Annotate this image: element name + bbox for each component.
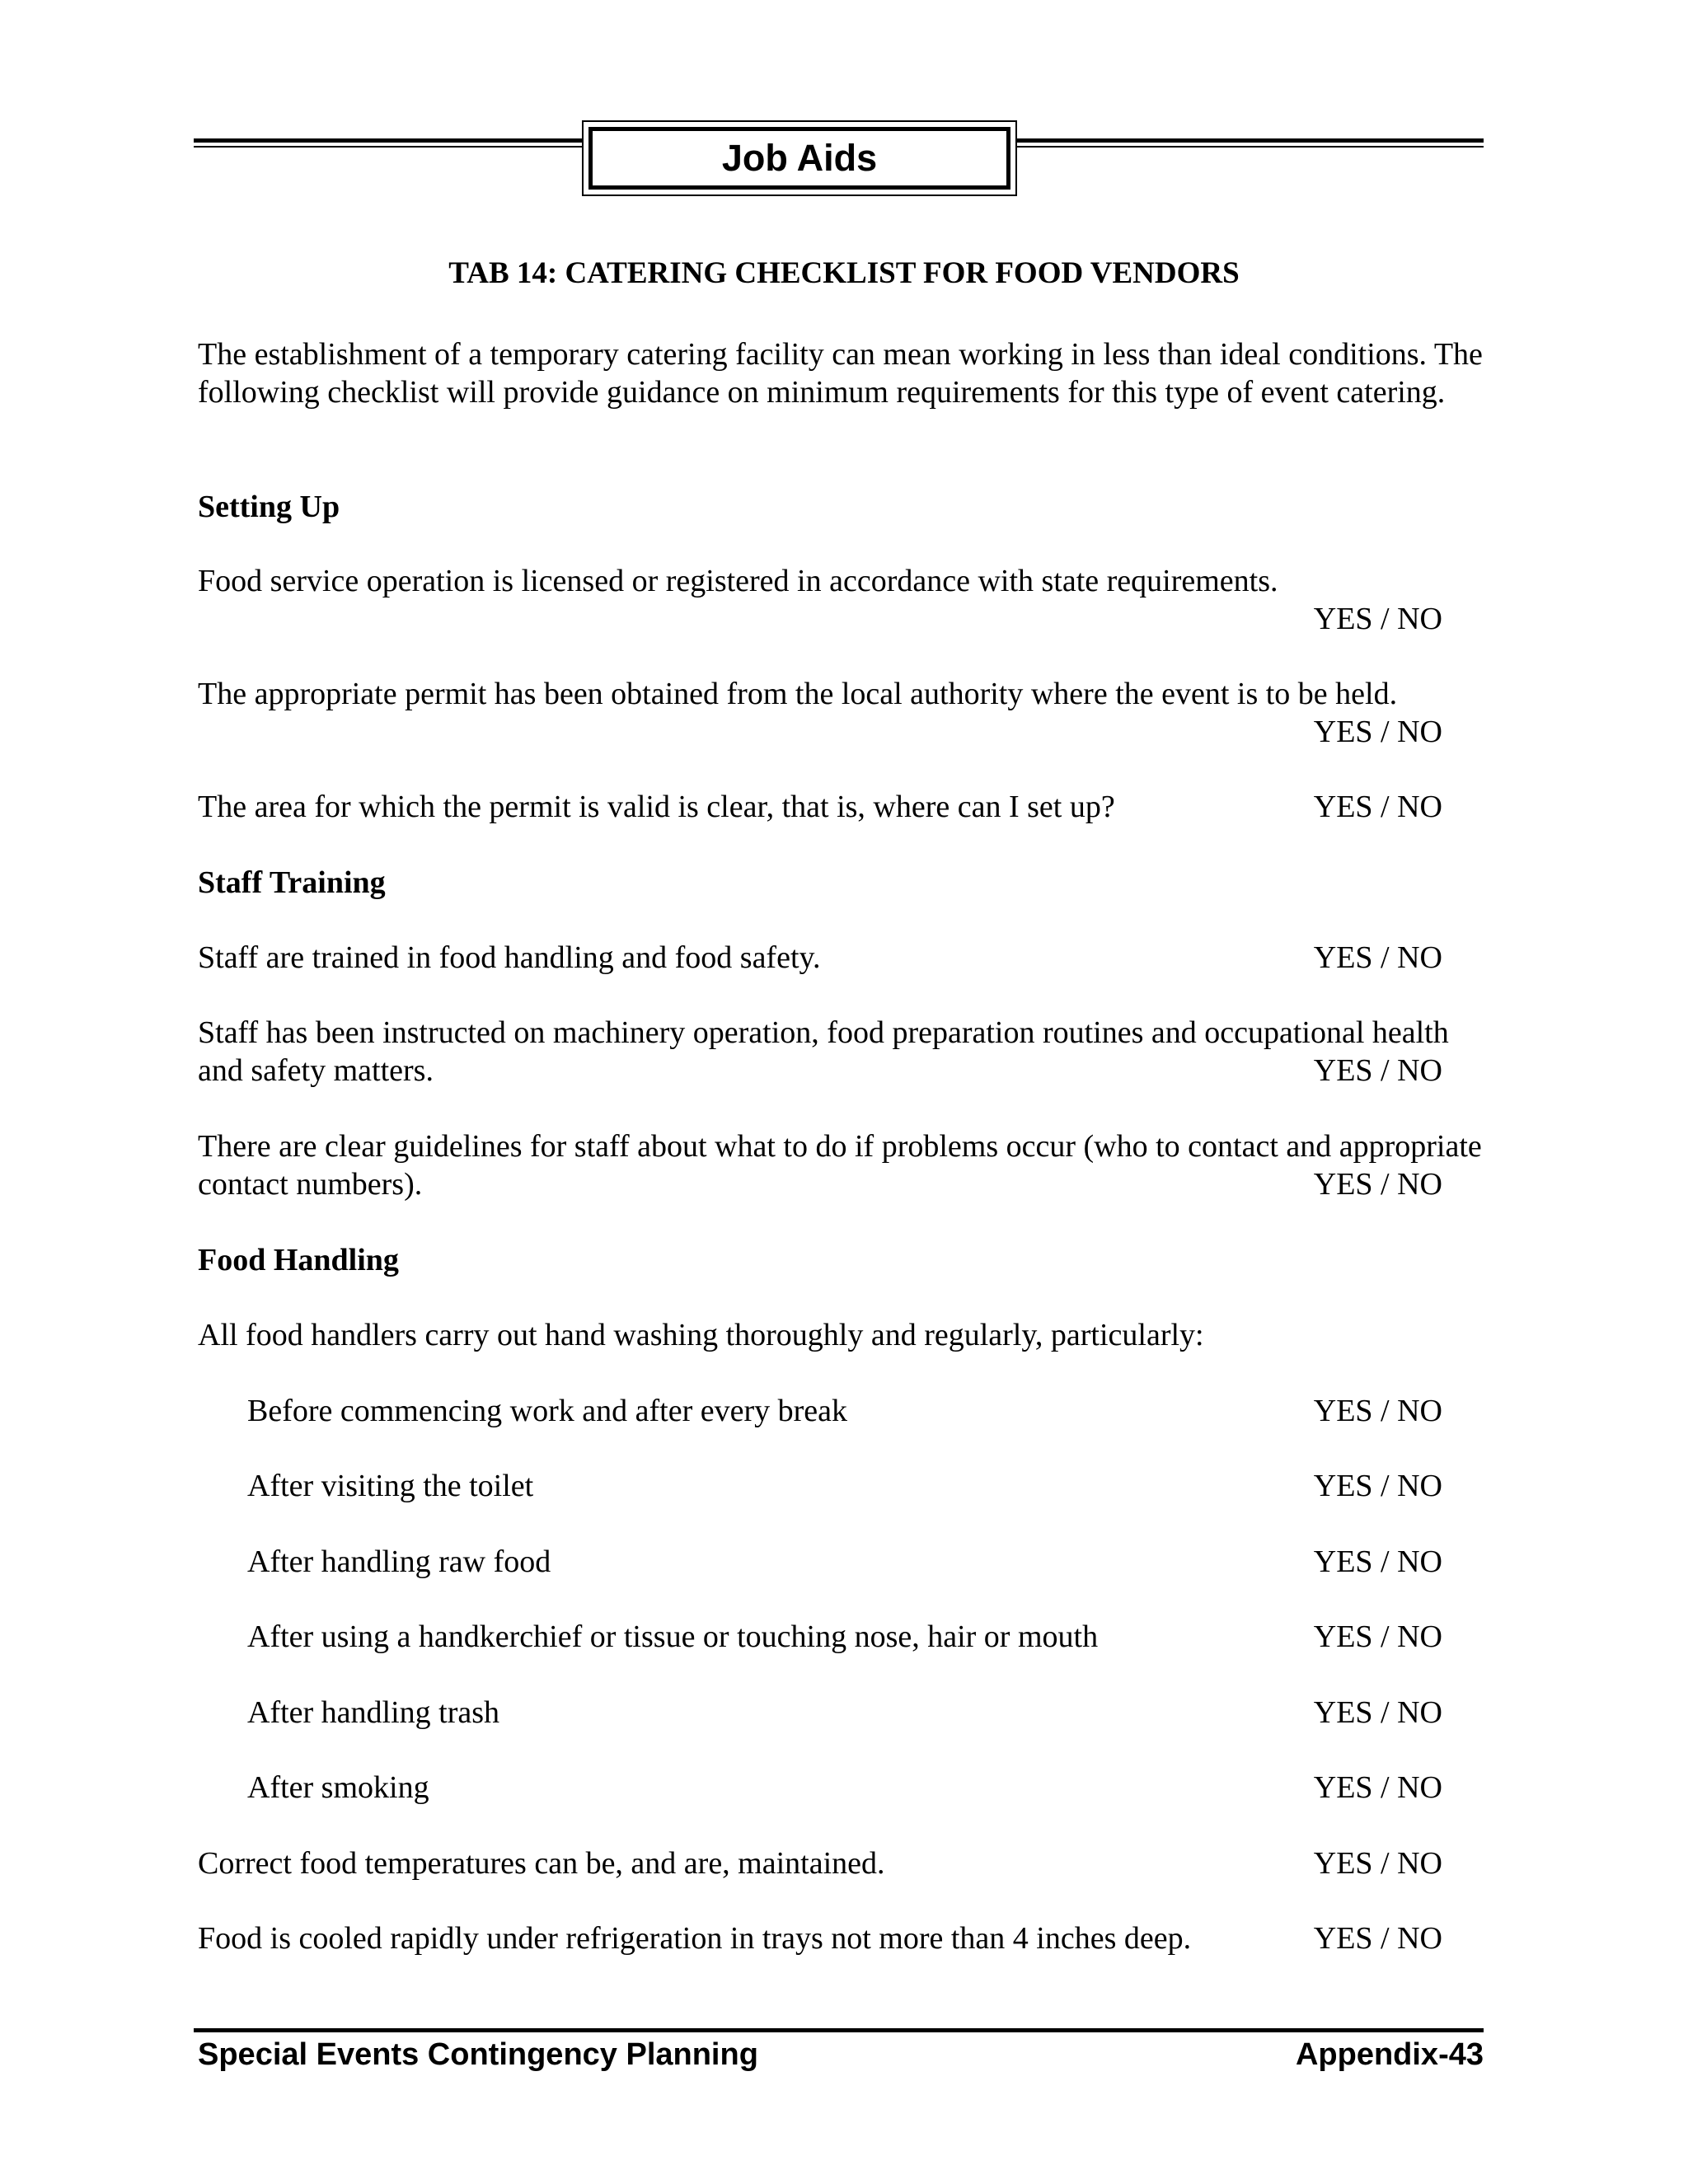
yes-no-option[interactable]: YES / NO: [1313, 1469, 1442, 1503]
checklist-item: Staff are trained in food handling and food safety. YES / NO: [198, 940, 1442, 975]
yes-no-option[interactable]: YES / NO: [1313, 1053, 1442, 1088]
intro-paragraph: The establishment of a temporary catering facility can mean working in less than ideal conditions. The following checklist will provide guidance on minimum requirements for this type of event catering.: [198, 337, 1483, 410]
yes-no-option[interactable]: YES / NO: [1313, 1921, 1442, 1956]
checklist-item: There are clear guidelines for staff about what to do if problems occur (who to contact and appropriate contact numbers). YES / NO: [198, 1129, 1482, 1202]
checklist-item: Staff has been instructed on machinery operation, food preparation routines and occupational health and safety matters. YES / NO: [198, 1015, 1449, 1088]
checklist-item: Food is cooled rapidly under refrigeration in trays not more than 4 inches deep. YES / NO: [198, 1921, 1442, 1956]
yes-no-option[interactable]: YES / NO: [1313, 602, 1442, 636]
yes-no-option[interactable]: YES / NO: [1313, 1167, 1442, 1202]
checklist-subitem: After visiting the toilet YES / NO: [247, 1469, 1442, 1503]
yes-no-option[interactable]: YES / NO: [1313, 1394, 1442, 1428]
header-box: [582, 120, 1017, 196]
section-heading-staff-training: Staff Training: [198, 865, 386, 900]
document-title: TAB 14: CATERING CHECKLIST FOR FOOD VENDORS: [448, 256, 1240, 290]
page-number: Appendix-43: [1295, 2037, 1484, 2072]
yes-no-option[interactable]: YES / NO: [1313, 790, 1442, 824]
yes-no-option[interactable]: YES / NO: [1313, 1544, 1442, 1579]
checklist-item: The appropriate permit has been obtained from the local authority where the event is to be held. YES / NO: [198, 677, 1442, 749]
checklist-subitem: After handling trash YES / NO: [247, 1695, 1442, 1730]
header-title: Job Aids: [721, 137, 878, 179]
section-heading-food-handling: Food Handling: [198, 1243, 399, 1277]
checklist-item: Food service operation is licensed or registered in accordance with state requirements. YES / NO: [198, 564, 1442, 636]
footer-title: Special Events Contingency Planning: [198, 2037, 758, 2072]
checklist-lead: All food handlers carry out hand washing thoroughly and regularly, particularly:: [198, 1318, 1204, 1352]
yes-no-option[interactable]: YES / NO: [1313, 715, 1442, 749]
checklist-item: The area for which the permit is valid is clear, that is, where can I set up? YES / NO: [198, 790, 1442, 824]
checklist-subitem: After handling raw food YES / NO: [247, 1544, 1442, 1579]
yes-no-option[interactable]: YES / NO: [1313, 1770, 1442, 1805]
checklist-subitem: After using a handkerchief or tissue or touching nose, hair or mouth YES / NO: [247, 1619, 1442, 1654]
footer-rule: [194, 2028, 1484, 2032]
checklist-subitem: After smoking YES / NO: [247, 1770, 1442, 1805]
yes-no-option[interactable]: YES / NO: [1313, 1695, 1442, 1730]
checklist-subitem: Before commencing work and after every break YES / NO: [247, 1394, 1442, 1428]
checklist-item: Correct food temperatures can be, and are, maintained. YES / NO: [198, 1846, 1442, 1881]
section-heading-setting-up: Setting Up: [198, 490, 340, 524]
yes-no-option[interactable]: YES / NO: [1313, 1846, 1442, 1881]
yes-no-option[interactable]: YES / NO: [1313, 940, 1442, 975]
yes-no-option[interactable]: YES / NO: [1313, 1619, 1442, 1654]
